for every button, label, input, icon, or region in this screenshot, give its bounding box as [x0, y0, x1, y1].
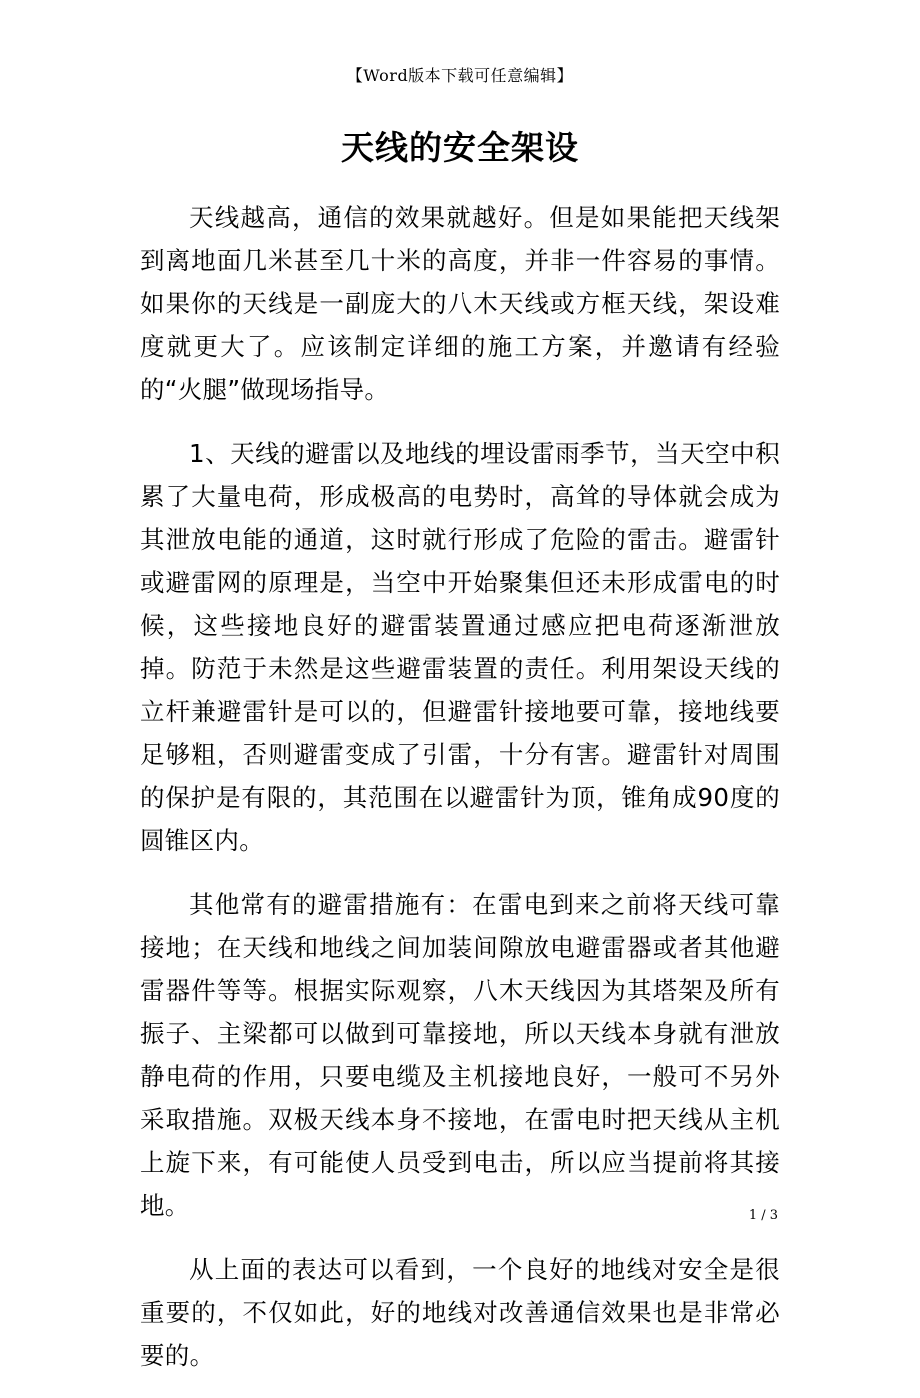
page-header: 【Word版本下载可任意编辑】	[346, 66, 574, 85]
paragraph-1: 天线越高，通信的效果就越好。但是如果能把天线架到离地面几米甚至几十米的高度，并非一件容易的事情。如果你的天线是一副庞大的八木天线或方框天线，架设难度就更大了。应该制定详细的施工方案，并邀请有经验的“火腿”做现场指导。	[140, 203, 780, 404]
document-title: 天线的安全架设	[341, 128, 579, 167]
document-body	[140, 196, 780, 1398]
paragraph-2: 1、天线的避雷以及地线的埋设雷雨季节，当天空中积累了大量电荷，形成极高的电势时，高耸的导体就会成为其泄放电能的通道，这时就行形成了危险的雷击。避雷针或避雷网的原理是，当空中开始聚集但还未形成雷电的时候，这些接地良好的避雷装置通过感应把电荷逐渐泄放掉。防范于未然是这些避雷装置的责任。利用架设天线的立杆兼避雷针是可以的，但避雷针接地要可靠，接地线要足够粗，否则避雷变成了引雷，十分有害。避雷针对周围的保护是有限的，其范围在以避雷针为顶，锥角成90度的圆锥区内。	[140, 439, 780, 855]
paragraph-3: 其他常有的避雷措施有：在雷电到来之前将天线可靠接地；在天线和地线之间加装间隙放电避雷器或者其他避雷器件等等。根据实际观察，八木天线因为其塔架及所有振子、主梁都可以做到可靠接地，所以天线本身就有泄放静电荷的作用，只要电缆及主机接地良好，一般可不另外采取措施。双极天线本身不接地，在雷电时把天线从主机上旋下来，有可能使人员受到电击，所以应当提前将其接地。	[140, 890, 780, 1220]
paragraph-4: 从上面的表达可以看到，一个良好的地线对安全是很重要的，不仅如此，好的地线对改善通信效果也是非常必要的。	[140, 1255, 780, 1370]
page-number: 1 / 3	[748, 1208, 778, 1223]
